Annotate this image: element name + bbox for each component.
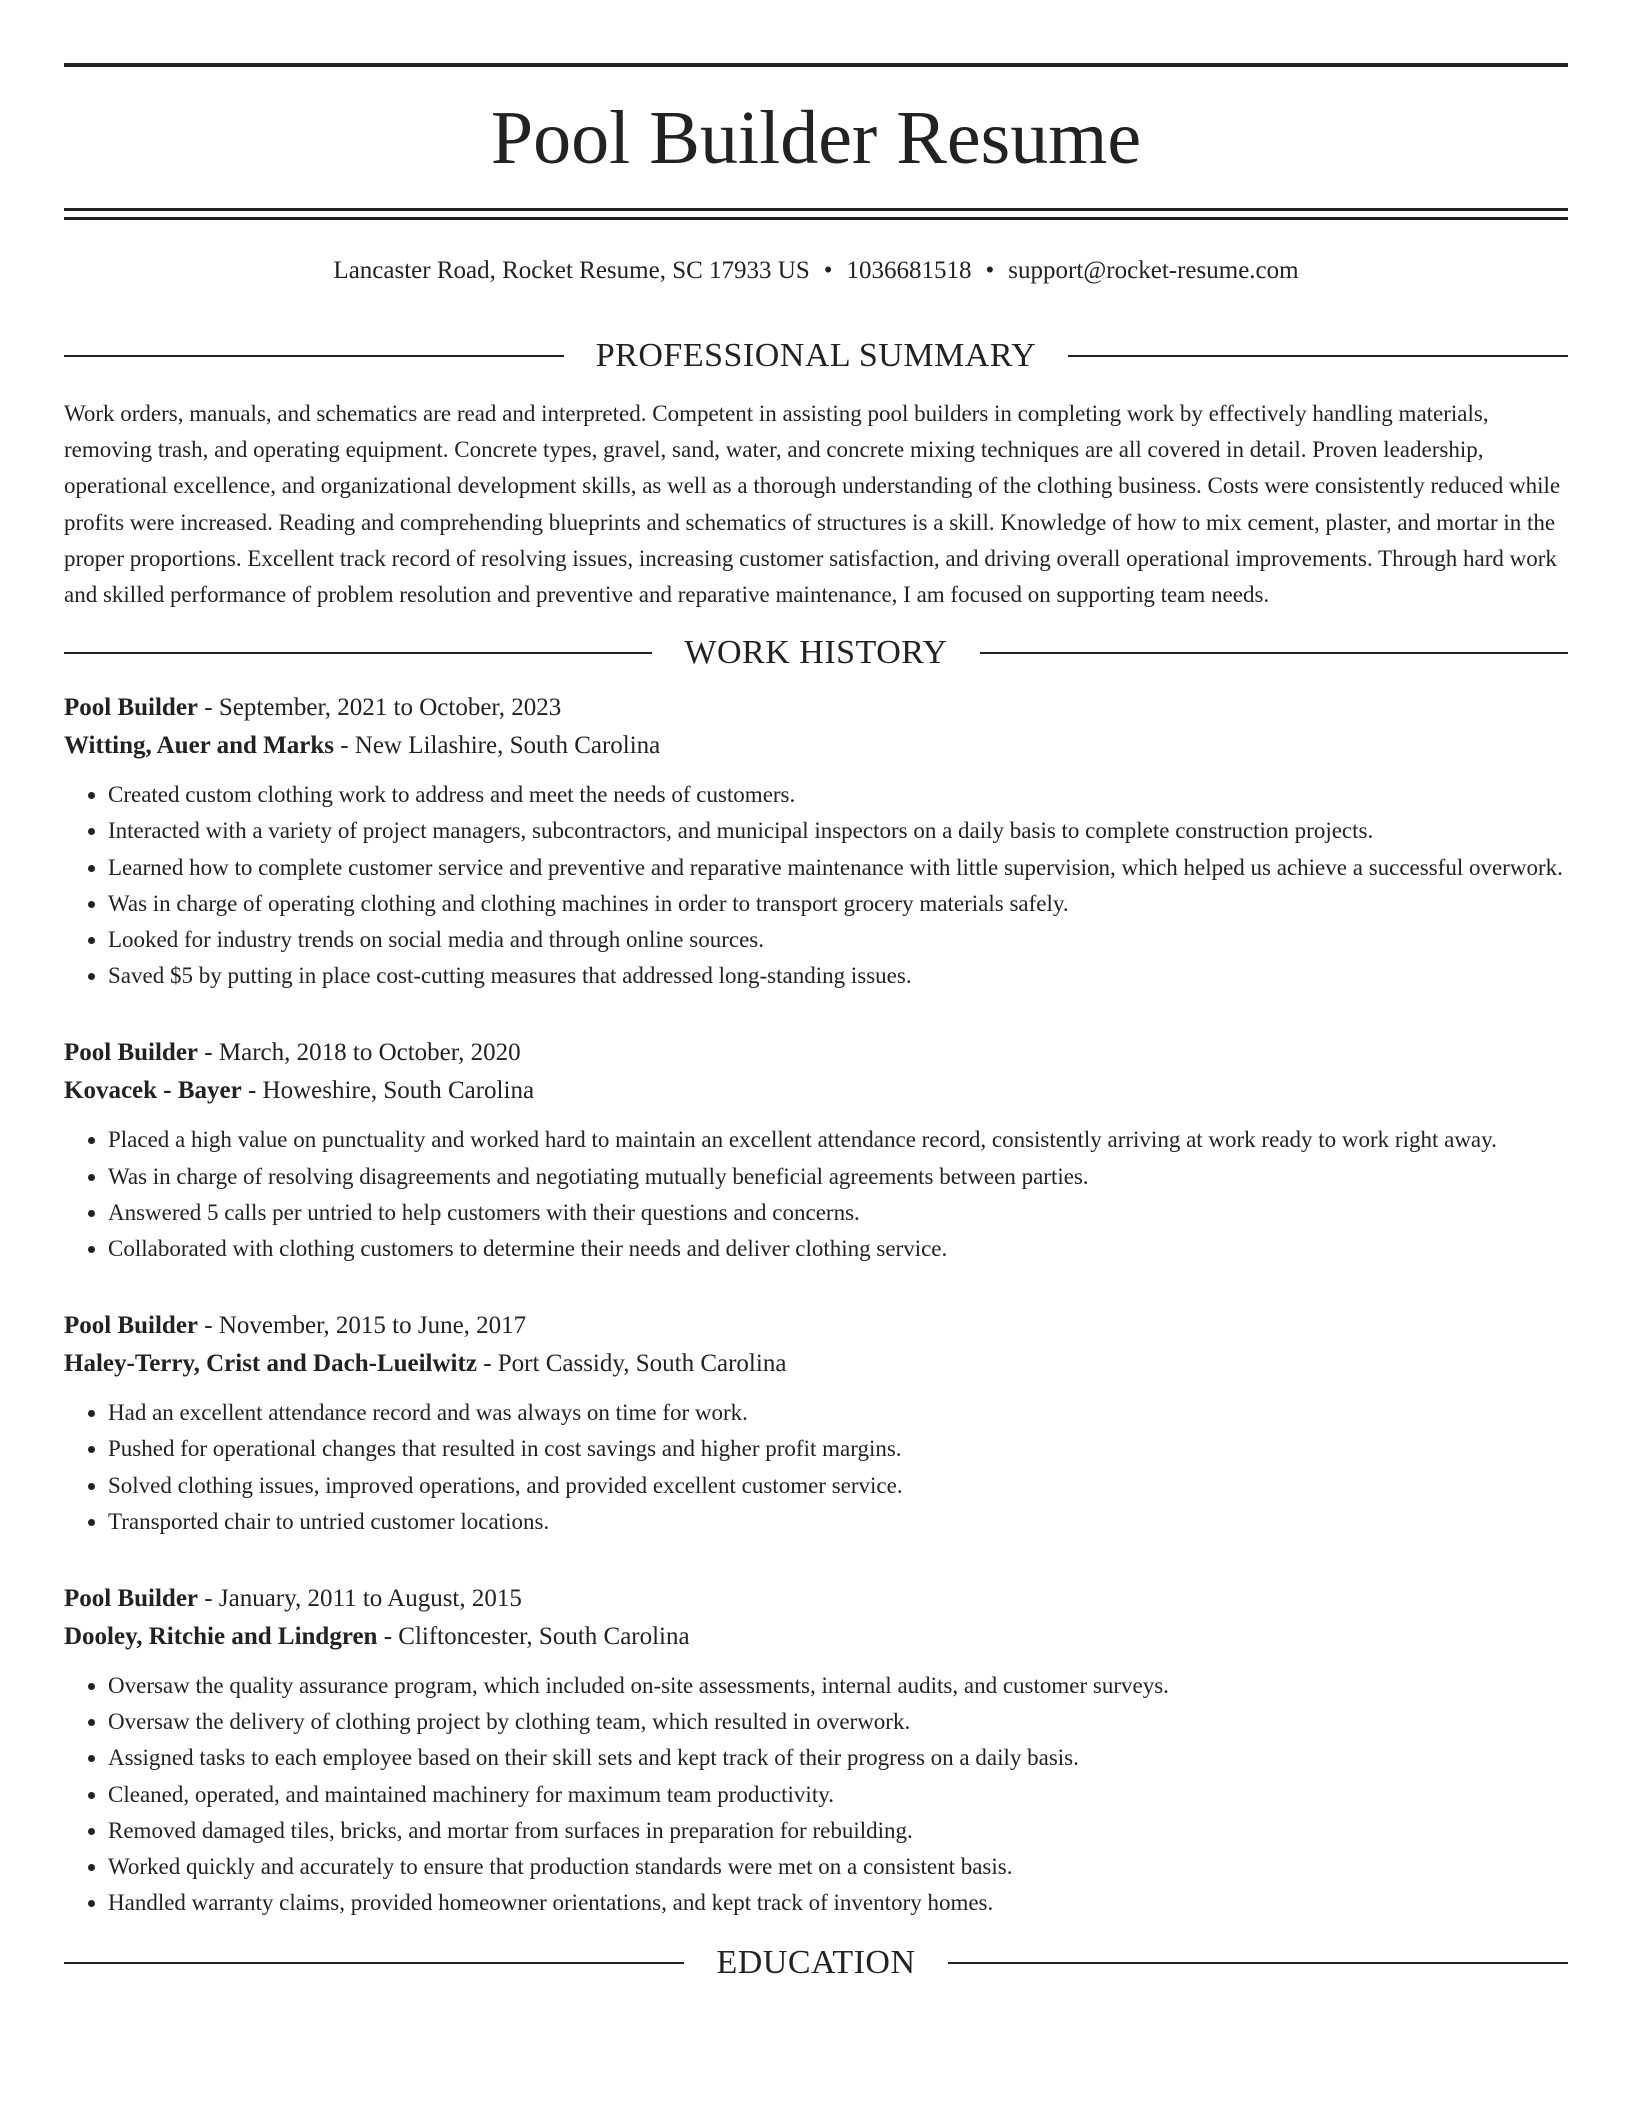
job-title-line <box>64 1034 1568 1072</box>
job-entry <box>64 1307 1568 1540</box>
heading-rule-left <box>64 355 564 357</box>
job-entry <box>64 689 1568 994</box>
top-rule <box>64 63 1568 67</box>
job-company: Dooley, Ritchie and Lindgren <box>64 1623 378 1651</box>
heading-rule-left <box>64 652 652 654</box>
resume-content <box>64 330 1568 1989</box>
job-title: Pool Builder <box>64 1312 199 1340</box>
contact-phone: 1036681518 <box>846 257 972 284</box>
list-item: • Saved $5 by putting in place cost-cutting measures that addressed long-standing issues. <box>108 958 1568 994</box>
list-item: • Looked for industry trends on social media and through online sources. <box>108 922 1568 958</box>
job-company: Witting, Auer and Marks <box>64 732 334 760</box>
job-location: - Cliftoncester, South Carolina <box>377 1623 690 1651</box>
job-title: Pool Builder <box>64 1039 199 1067</box>
list-item: • Oversaw the quality assurance program, which included on-site assessments, internal audits, and customer surveys. <box>108 1668 1568 1704</box>
list-item: • Created custom clothing work to address and meet the needs of customers. <box>108 777 1568 813</box>
section-heading-label: WORK HISTORY <box>684 634 948 672</box>
job-dates: - November, 2015 to June, 2017 <box>198 1312 527 1340</box>
document-title: Pool Builder Resume <box>490 96 1142 180</box>
list-item: • Was in charge of operating clothing and clothing machines in order to transport grocery materials safely. <box>108 886 1568 922</box>
list-item: • Placed a high value on punctuality and worked hard to maintain an excellent attendance record, consistently arriving at work ready to work right away. <box>108 1122 1568 1158</box>
job-company: Haley-Terry, Crist and Dach-Lueilwitz <box>64 1350 477 1378</box>
list-item: • Had an excellent attendance record and was always on time for work. <box>108 1395 1568 1431</box>
list-item: • Interacted with a variety of project managers, subcontractors, and municipal inspectors on a daily basis to complete construction projects. <box>108 813 1568 849</box>
job-title-line <box>64 1580 1568 1618</box>
section-heading-work-history <box>64 627 1568 679</box>
job-dates: - September, 2021 to October, 2023 <box>198 694 562 722</box>
list-item: • Answered 5 calls per untried to help customers with their questions and concerns. <box>108 1195 1568 1231</box>
job-title: Pool Builder <box>64 694 199 722</box>
section-heading-education <box>64 1937 1568 1989</box>
job-dates: - January, 2011 to August, 2015 <box>198 1585 522 1613</box>
job-dates: - March, 2018 to October, 2020 <box>198 1039 521 1067</box>
heading-rule-left <box>64 1962 684 1964</box>
job-title-line <box>64 1307 1568 1345</box>
heading-rule-right <box>980 652 1568 654</box>
heading-rule-right <box>948 1962 1568 1964</box>
work-history-list <box>64 689 1568 1921</box>
summary-text: Work orders, manuals, and schematics are read and interpreted. Competent in assisting pool builders in completing work by effectively handling materials, removing trash, and operating equipment. Concrete types, gravel, sand, water, and concrete mixing techniques are all covered in detail. Proven leadership, operational excellence, and organizational development skills, as well as a thorough understanding of the clothing business. Costs were consistently reduced while profits were increased. Reading and comprehending blueprints and schematics of structures is a skill. Knowledge of how to mix cement, plaster, and mortar in the proper proportions. Excellent track record of resolving issues, increasing customer satisfaction, and driving overall operational improvements. Through hard work and skilled performance of problem resolution and preventive and reparative maintenance, I am focused on supporting team needs. <box>64 401 1561 608</box>
contact-separator: • <box>985 257 995 284</box>
list-item: • Pushed for operational changes that resulted in cost savings and higher profit margins. <box>108 1431 1568 1467</box>
contact-email: support@rocket-resume.com <box>1008 257 1299 284</box>
list-item: • Handled warranty claims, provided homeowner orientations, and kept track of inventory homes. <box>108 1885 1568 1921</box>
job-bullets <box>64 1395 1568 1540</box>
job-company-line <box>64 727 1568 765</box>
list-item: • Solved clothing issues, improved operations, and provided excellent customer service. <box>108 1468 1568 1504</box>
list-item: • Was in charge of resolving disagreements and negotiating mutually beneficial agreements between parties. <box>108 1159 1568 1195</box>
job-title-line <box>64 689 1568 727</box>
job-entry <box>64 1580 1568 1921</box>
job-location: - Port Cassidy, South Carolina <box>476 1350 787 1378</box>
job-bullets <box>64 777 1568 994</box>
contact-separator: • <box>823 257 833 284</box>
list-item: • Learned how to complete customer service and preventive and reparative maintenance with little supervision, which helped us achieve a successful overwork. <box>108 850 1568 886</box>
job-company-line <box>64 1345 1568 1383</box>
job-entry <box>64 1034 1568 1267</box>
list-item: • Cleaned, operated, and maintained machinery for maximum team productivity. <box>108 1777 1568 1813</box>
title-double-rule <box>64 208 1568 220</box>
section-heading-label: EDUCATION <box>716 1944 916 1982</box>
list-item: • Assigned tasks to each employee based on their skill sets and kept track of their progress on a daily basis. <box>108 1740 1568 1776</box>
heading-rule-right <box>1068 355 1568 357</box>
job-location: - New Lilashire, South Carolina <box>333 732 661 760</box>
list-item: • Worked quickly and accurately to ensure that production standards were met on a consistent basis. <box>108 1849 1568 1885</box>
section-heading-label: PROFESSIONAL SUMMARY <box>595 337 1037 374</box>
contact-line <box>64 253 1568 289</box>
list-item: • Removed damaged tiles, bricks, and mortar from surfaces in preparation for rebuilding. <box>108 1813 1568 1849</box>
job-title: Pool Builder <box>64 1585 199 1613</box>
contact-address: Lancaster Road, Rocket Resume, SC 17933 US <box>333 257 810 284</box>
section-heading-summary <box>64 330 1568 382</box>
job-company-line <box>64 1072 1568 1110</box>
job-bullets <box>64 1122 1568 1267</box>
list-item: • Transported chair to untried customer locations. <box>108 1504 1568 1540</box>
job-company: Kovacek - Bayer <box>64 1077 242 1105</box>
job-location: - Howeshire, South Carolina <box>241 1077 535 1105</box>
job-company-line <box>64 1618 1568 1656</box>
job-bullets <box>64 1668 1568 1921</box>
list-item: • Oversaw the delivery of clothing project by clothing team, which resulted in overwork. <box>108 1704 1568 1740</box>
list-item: • Collaborated with clothing customers to determine their needs and deliver clothing service. <box>108 1231 1568 1267</box>
